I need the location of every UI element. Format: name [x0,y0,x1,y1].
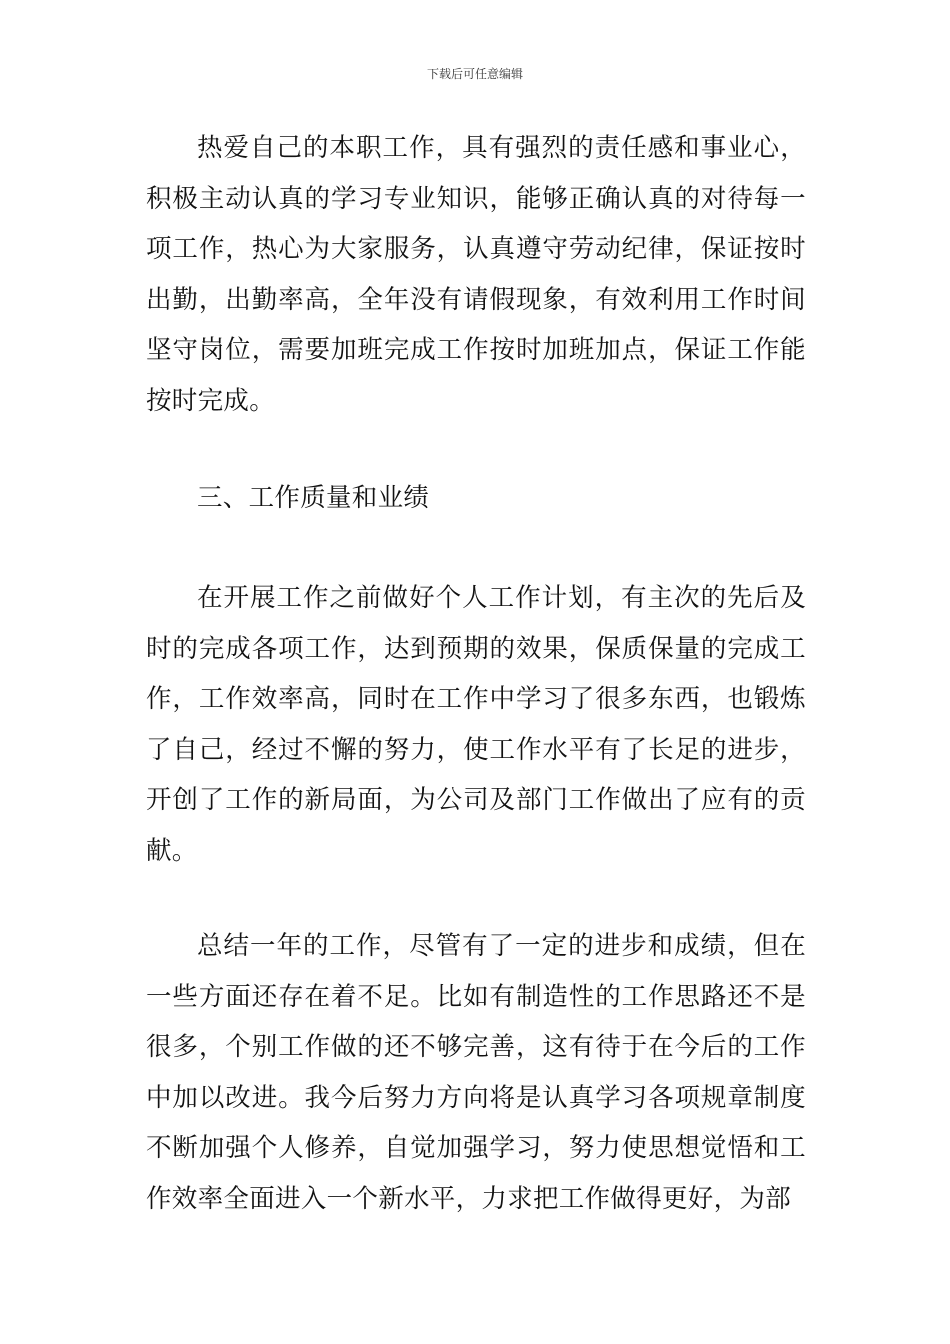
page-header-note: 下载后可任意编辑 [426,67,523,81]
body-paragraph-summary: 总结一年的工作，尽管有了一定的进步和成绩，但在一些方面还存在着不足。比如有制造性的工作思路还不是很多，个别工作做的还不够完善，这有待于在今后的工作中加以改进。我今后努力方向将是认真学习各项规章制度不断加强个人修养，自觉加强学习，努力使思想觉悟和工作效率全面进入一个新水平，力求把工作做得更好，为部 [146,931,806,1214]
body-paragraph-work-performance: 在开展工作之前做好个人工作计划，有主次的先后及时的完成各项工作，达到预期的效果，保质保量的完成工作，工作效率高，同时在工作中学习了很多东西，也锻炼了自己，经过不懈的努力，使工作水平有了长足的进步，开创了工作的新局面，为公司及部门工作做出了应有的贡献。 [146,583,806,866]
section-heading-work-quality: 三、工作质量和业绩 [197,483,430,513]
body-paragraph-work-attitude: 热爱自己的本职工作，具有强烈的责任感和事业心，积极主动认真的学习专业知识，能够正确认真的对待每一项工作，热心为大家服务，认真遵守劳动纪律，保证按时出勤，出勤率高，全年没有请假现象，有效利用工作时间坚守岗位，需要加班完成工作按时加班加点，保证工作能按时完成。 [146,133,806,416]
